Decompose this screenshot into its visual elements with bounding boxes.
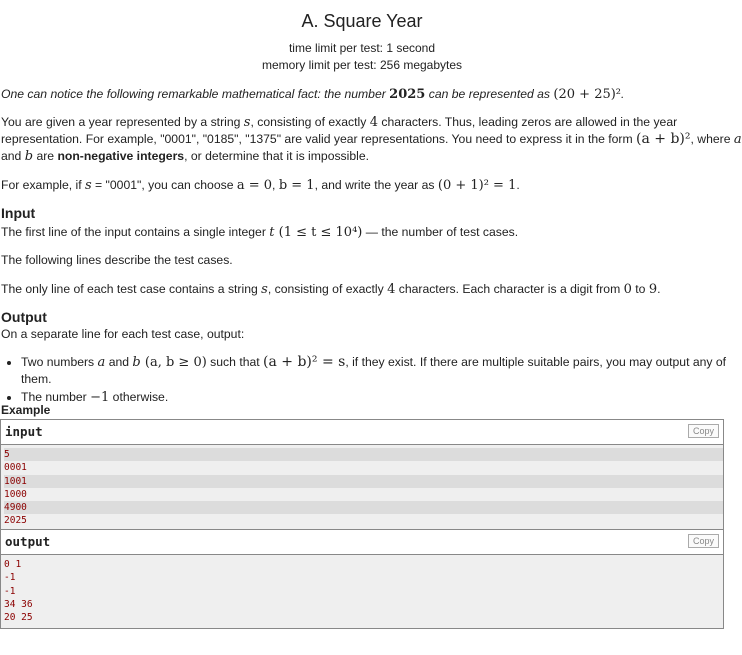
output-heading: Output (1, 309, 47, 325)
memory-limit: memory limit per test: 256 megabytes (261, 58, 463, 72)
output-bullet-1: • Two numbers a and b (a, b ≥ 0) such that (a + b)² = s, if they exist. If there are multiple suitable pairs, you may output any of them. (21, 354, 730, 387)
example-input-body (1, 445, 723, 532)
input-line: 5 (4, 448, 723, 461)
output-intro: On a separate line for each test case, output: (1, 327, 245, 341)
output-list (0, 354, 730, 408)
input-heading: Input (1, 205, 36, 221)
example-input-label: input (5, 424, 43, 439)
input-line: 1001 (4, 475, 723, 488)
input-line: 4900 (4, 501, 723, 514)
statement-line-2: representation. For example, "0001", "0185", "1375" are valid year representations. You need to express it in the form (a + b)², where a (1, 131, 742, 147)
output-line: 34 36 (4, 598, 33, 610)
input-line-3: The only line of each test case contains a string s, consisting of exactly 4 characters. Each character is a digit from 0 to 9. (1, 282, 661, 297)
example-heading: Example (1, 403, 51, 417)
statement-intro: One can notice the following remarkable mathematical fact: the number 2025 can be represented as (20 + 25)². (1, 87, 625, 102)
example-output-box (0, 529, 724, 629)
output-bullet-2: • The number −1 otherwise. (21, 389, 730, 406)
example-output-header (1, 530, 723, 555)
problem-title: A. Square Year (301, 11, 423, 31)
statement-example: For example, if s = "0001", you can choose a = 0, b = 1, and write the year as (0 + 1)² = 1. (1, 178, 520, 193)
example-output-label: output (5, 534, 51, 549)
input-line-2: The following lines describe the test cases. (1, 253, 233, 267)
copy-output-button[interactable]: Copy (688, 534, 719, 548)
input-line: 2025 (4, 515, 27, 527)
input-line: 0001 (4, 462, 27, 474)
output-line: 20 25 (4, 612, 33, 624)
output-line: -1 (4, 572, 16, 584)
example-input-header (1, 420, 723, 445)
example-output-body (1, 555, 723, 628)
statement-line-3: and b are non-negative integers, or determine that it is impossible. (1, 149, 370, 164)
copy-input-button[interactable]: Copy (688, 424, 719, 438)
input-line: 1000 (4, 488, 27, 500)
output-line: 0 1 (4, 559, 22, 570)
input-line-1: The first line of the input contains a single integer t (1 ≤ t ≤ 10⁴) — the number of test cases. (1, 225, 519, 240)
example-input-box (0, 419, 724, 533)
output-line: -1 (4, 585, 16, 597)
time-limit: time limit per test: 1 second (288, 41, 436, 55)
statement-line-1: You are given a year represented by a string s, consisting of exactly 4 characters. Thus, leading zeros are allowed in the year (1, 115, 678, 130)
